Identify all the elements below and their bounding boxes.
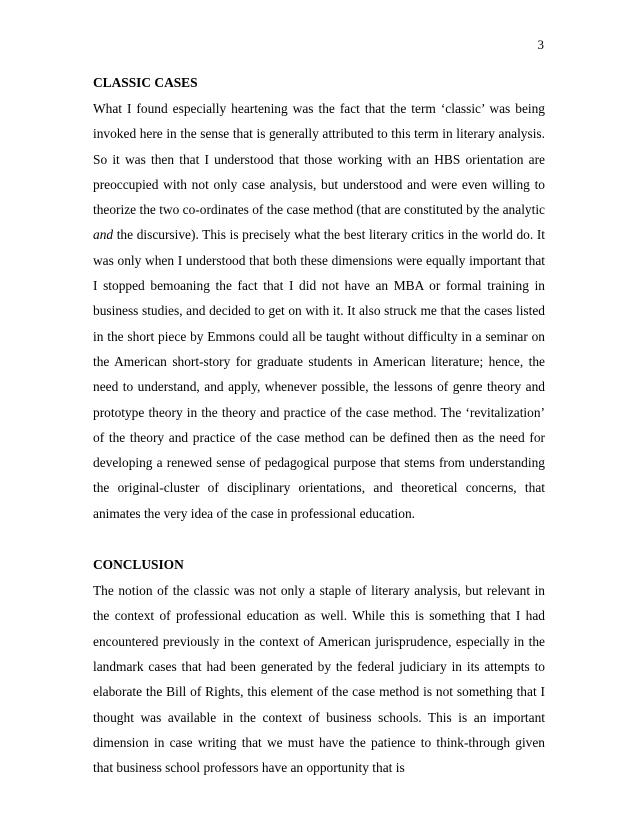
paragraph-text-part: the discursive). This is precisely what the best literary critics in the world do. It was only when I understood that both these dimensions were equally important that I stopped bemoaning the fact that I did not have an MBA or formal training in business studies, and decided to get on with it. It also struck me that the cases listed in the short piece by Emmons could all be taught without difficulty in a seminar on the American short-story for graduate students in American literature; hence, the need to understand, and apply, whenever possible, the lessons of genre theory and prototype theory in the theory and practice of the case method. The ‘revitalization’ of the theory and practice of the case method can be defined then as the need for developing a renewed sense of pedagogical purpose that stems from understanding the original-cluster of disciplinary orientations, and theoretical concerns, that animates the very idea of the case in professional education. <box>93 227 545 521</box>
paragraph-text-part: What I found especially heartening was the fact that the term ‘classic’ was being invoked here in the sense that is generally attributed to this term in literary analysis. So it was then that I understood that those working with an HBS orientation are preoccupied with not only case analysis, but understood and were even willing to theorize the two co-ordinates of the case method (that are constituted by the analytic <box>93 101 545 218</box>
paragraph-classic-cases <box>93 96 545 526</box>
section-heading-classic-cases: CLASSIC CASES <box>93 75 198 90</box>
emphasized-word: and <box>93 227 114 243</box>
section-heading-conclusion: CONCLUSION <box>93 557 184 573</box>
document-body <box>93 71 545 780</box>
page-number: 3 <box>537 37 544 52</box>
section-spacer <box>93 526 545 553</box>
paragraph-conclusion: The notion of the classic was not only a staple of literary analysis, but relevant in the context of professional education as well. While this is something that I had encountered previously in the context of American jurisprudence, especially in the landmark cases that had been generated by the federal judiciary in its attempts to elaborate the Bill of Rights, this element of the case method is not something that I thought was available in the context of business schools. This is an important dimension in case writing that we must have the patience to think-through given that business school professors have an opportunity that is <box>93 583 545 776</box>
